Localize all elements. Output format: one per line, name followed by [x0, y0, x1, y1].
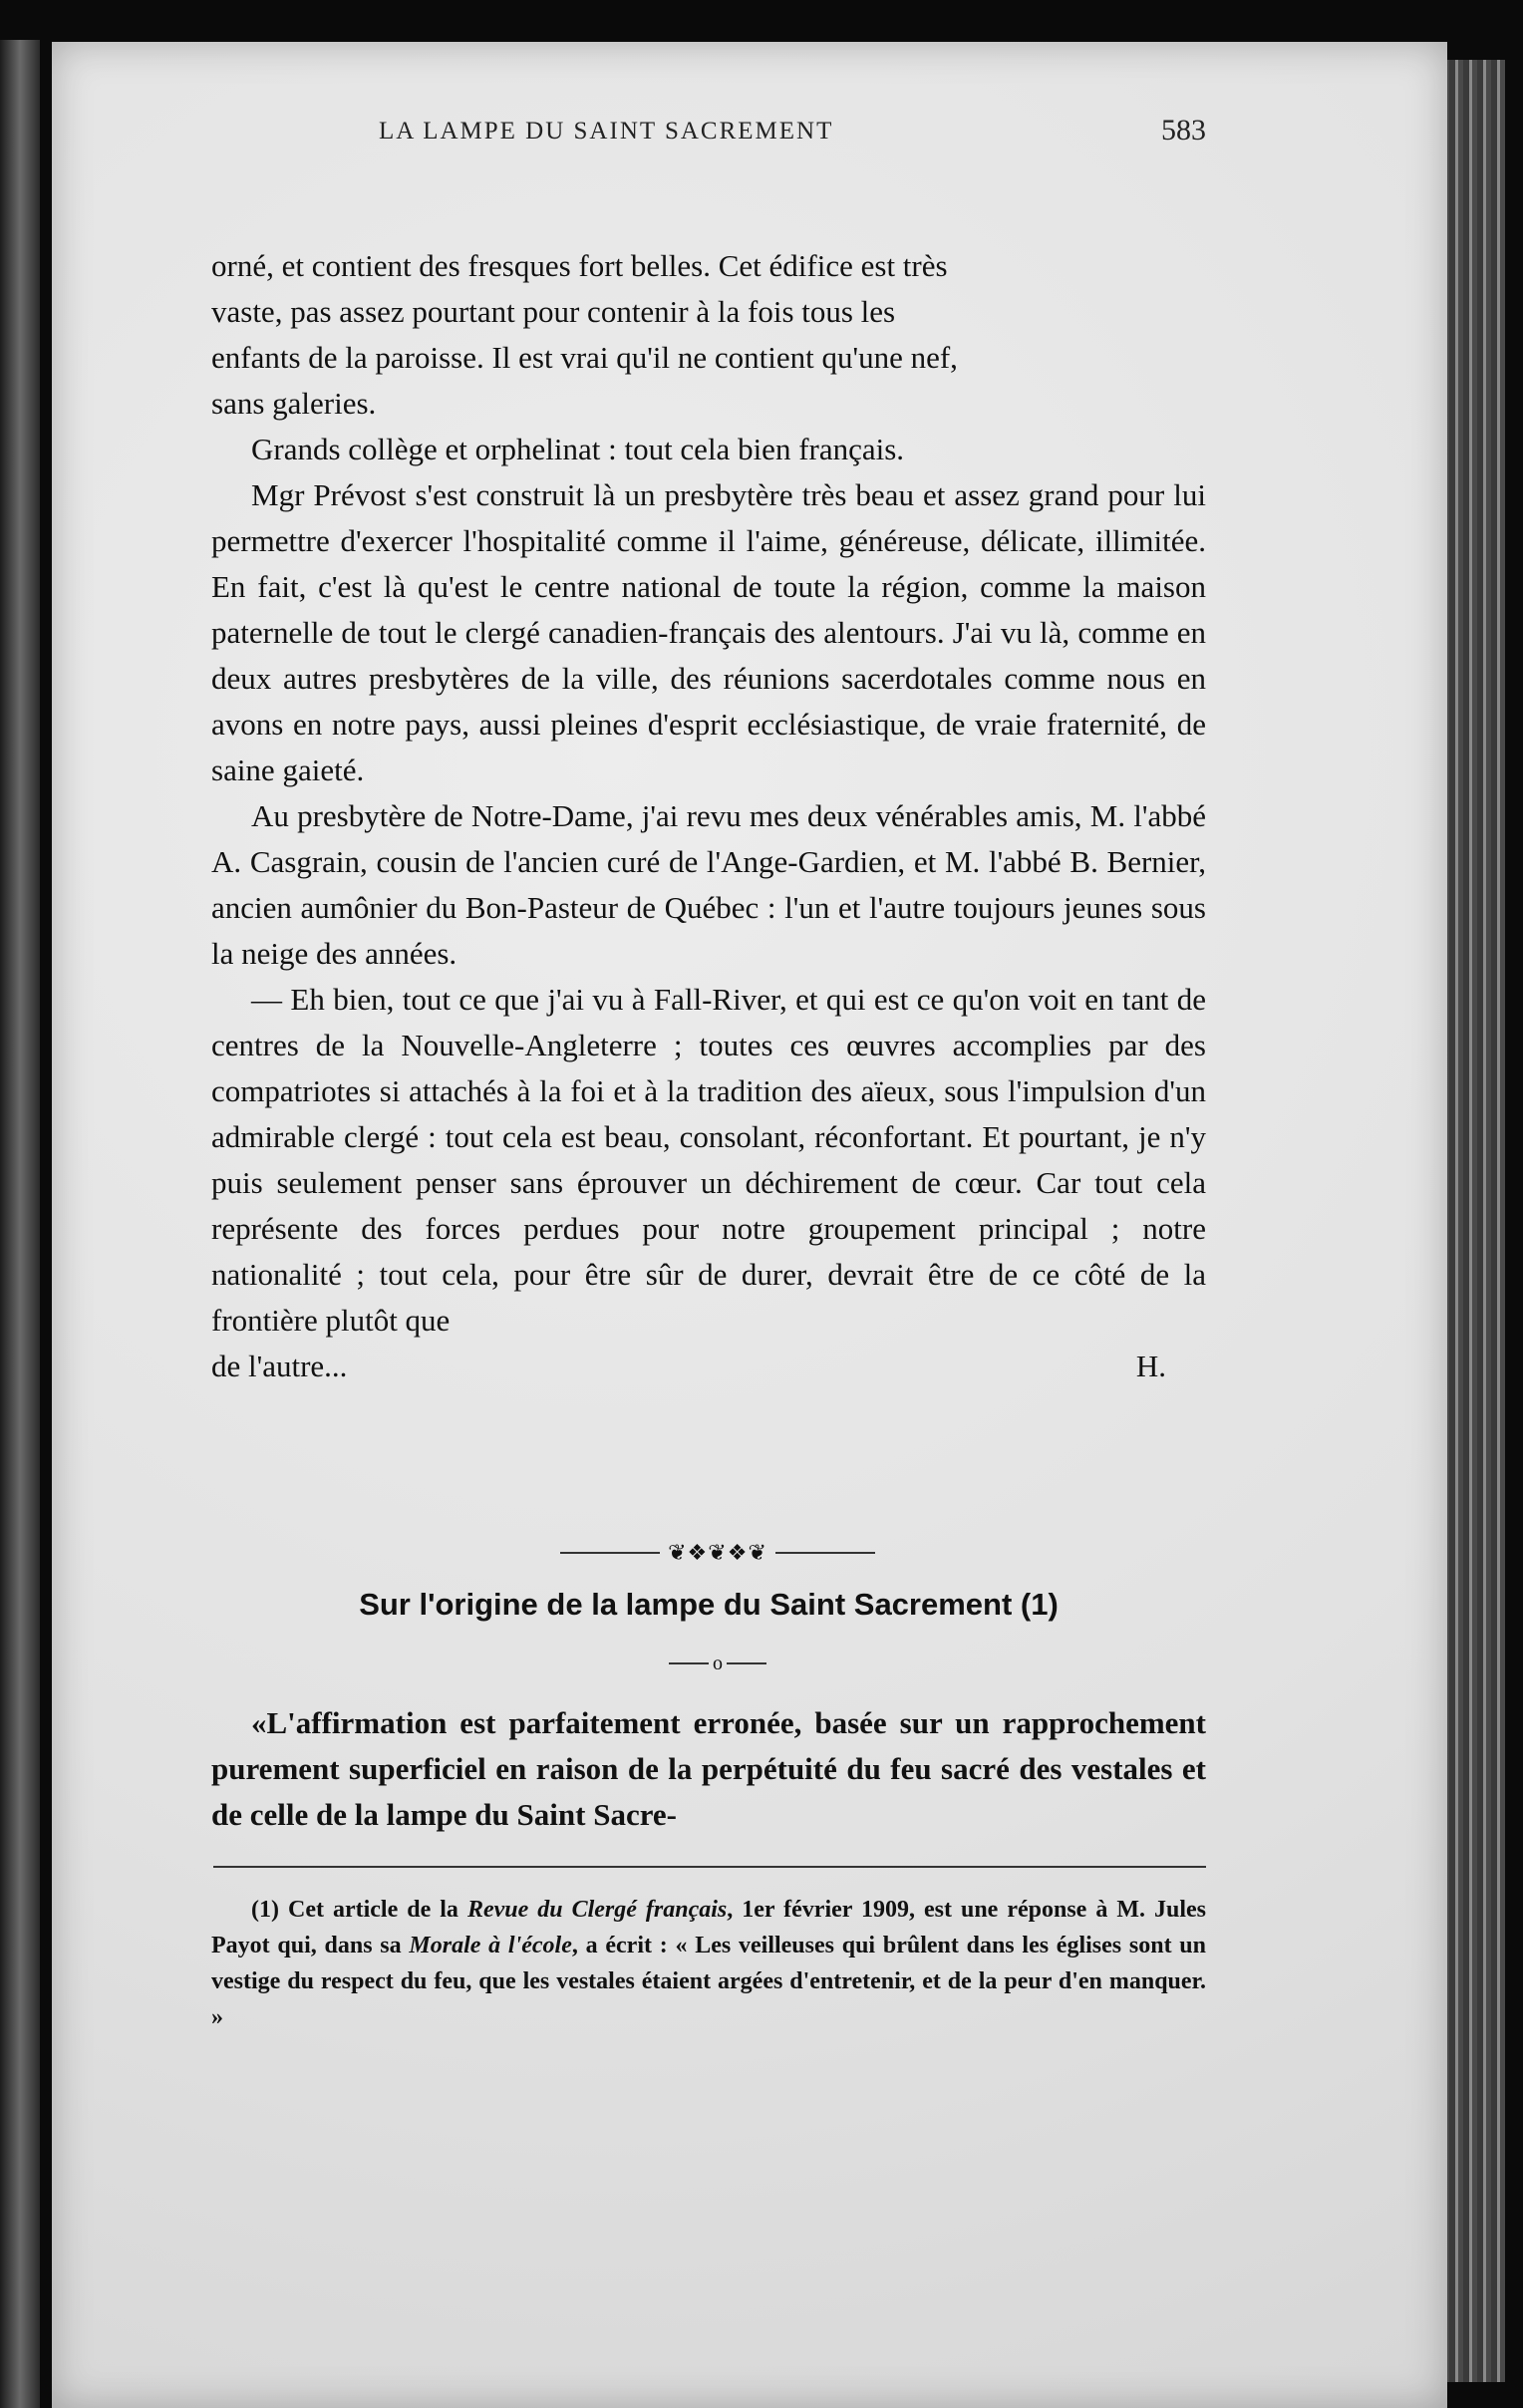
body-text: [211, 243, 1206, 1389]
signature: H.: [1135, 1349, 1166, 1383]
section-ornament: [558, 1540, 877, 1566]
closing-text: de l'autre...: [211, 1349, 348, 1383]
paragraph-line: enfants de la paroisse. Il est vrai qu'il ne contient qu'une nef,: [211, 340, 958, 375]
book-left-edge: [0, 40, 40, 2408]
paragraph: Mgr Prévost s'est construit là un presbytère très beau et assez grand pour lui permettre d'exercer l'hospitalité comme il l'aime, généreuse, délicate, illimitée. En fait, c'est là qu'est le centre national de toute la région, comme la maison paternelle de tout le clergé canadien-français des alentours. J'ai vu là, comme en deux autres presbytères de la ville, des réunions sacerdotales comme nous en avons en notre pays, aussi pleines d'esprit ecclésiastique, de vraie fraternité, de saine gaieté.: [211, 477, 1206, 787]
footnote-text-2: , 1er février 1909, est une réponse à M. Jules Payot qui, dans sa: [211, 1897, 1206, 1958]
footnote-journal-title: Revue du Clergé français: [466, 1897, 728, 1923]
closing-line: [211, 1344, 1206, 1389]
running-title: LA LAMPE DU SAINT SACREMENT: [379, 118, 834, 145]
paragraph-line: orné, et contient des fresques fort belles. Cet édifice est très: [211, 248, 948, 283]
section-body: [211, 1700, 1206, 1838]
paragraph: Au presbytère de Notre-Dame, j'ai revu mes deux vénérables amis, M. l'abbé A. Casgrain, cousin de l'ancien curé de l'Ange-Gardien, et M. l'abbé B. Bernier, ancien aumônier du Bon-Pasteur de Québec : l'un et l'autre toujours jeunes sous la neige des années.: [211, 798, 1206, 971]
page-number: 583: [1161, 114, 1206, 147]
footnote-book-title: Morale à l'école: [409, 1933, 572, 1958]
title-separator: [648, 1651, 787, 1676]
paragraph-line: vaste, pas assez pourtant pour contenir à la fois tous les: [211, 294, 896, 329]
separator-rule-left: [669, 1662, 709, 1664]
footnote-rule: [213, 1866, 1206, 1868]
section-title: Sur l'origine de la lampe du Saint Sacrement (1): [359, 1587, 1059, 1622]
footnote-text-3: , a écrit : « Les veilleuses qui brûlent dans les églises sont un vestige du respect du feu, que les vestales étaient argées d'entretenir, et de la peur d'en manquer. »: [211, 1933, 1207, 2030]
ornament-rule-right: [775, 1552, 875, 1554]
paragraph-line: sans galeries.: [211, 386, 377, 421]
footnote: [211, 1892, 1206, 2035]
ornament-rule-left: [560, 1552, 660, 1554]
fleuron-icon: ❦❖❦❖❦: [668, 1540, 767, 1566]
footnote-paragraph: [211, 1892, 1206, 2035]
page-header: [379, 114, 1206, 157]
separator-mark: o: [713, 1652, 723, 1674]
separator-rule-right: [727, 1662, 766, 1664]
paragraph: Grands collège et orphelinat : tout cela bien français.: [251, 432, 905, 466]
section-paragraph: «L'affirmation est parfaitement erronée, basée sur un rapprochement purement superficiel en raison de la perpétuité du feu sacré des vestales et de celle de la lampe du Saint Sacre-: [211, 1705, 1206, 1832]
paragraph: — Eh bien, tout ce que j'ai vu à Fall-River, et qui est ce qu'on voit en tant de centres de la Nouvelle-Angleterre ; toutes ces œuvres accomplies par des compatriotes si attachés à la foi et à la tradition des aïeux, sous l'impulsion d'un admirable clergé : tout cela est beau, consolant, réconfortant. Et pourtant, je n'y puis seulement penser sans éprouver un déchirement de cœur. Car tout cela représente des forces perdues pour notre groupement principal ; notre nationalité ; tout cela, pour être sûr de durer, devrait être de ce côté de la frontière plutôt que: [211, 982, 1206, 1338]
footnote-text-1: (1) Cet article de la: [251, 1897, 467, 1923]
